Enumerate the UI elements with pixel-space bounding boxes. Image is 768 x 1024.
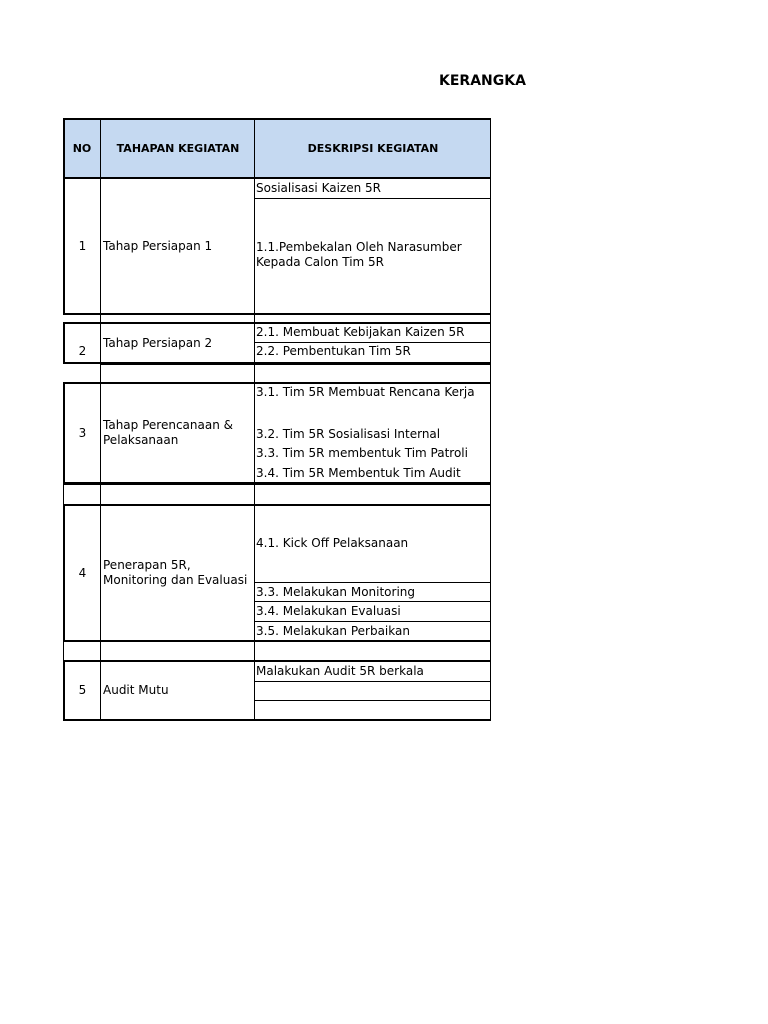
row-2-item-1: 2.1. Membuat Kebijakan Kaizen 5R: [256, 325, 465, 339]
document-title: KERANGKA: [439, 73, 526, 89]
row-3-item-1: 3.1. Tim 5R Membuat Rencana Kerja: [256, 385, 475, 399]
row-4-item-4: 3.5. Melakukan Perbaikan: [256, 624, 410, 638]
row-1-no: 1: [78, 238, 87, 253]
row-1-item-1: Sosialisasi Kaizen 5R: [256, 181, 381, 195]
header-no: NO: [63, 119, 101, 178]
row-2-no: 2: [78, 344, 87, 358]
row-5-no: 5: [78, 683, 87, 697]
row-1-item-2: 1.1.Pembekalan Oleh Narasumber Kepada Calon Tim 5R: [256, 240, 462, 269]
row-5-tahapan: Audit Mutu: [103, 683, 169, 697]
row-3-item-2: 3.2. Tim 5R Sosialisasi Internal: [256, 427, 441, 441]
row-5-item-1: Malakukan Audit 5R berkala: [256, 664, 424, 678]
row-3-no: 3: [78, 425, 87, 440]
row-4-no: 4: [78, 565, 87, 580]
row-3-item-4: 3.4. Tim 5R Membentuk Tim Audit: [256, 466, 461, 480]
header-deskripsi: DESKRIPSI KEGIATAN: [255, 119, 491, 178]
header-tahapan: TAHAPAN KEGIATAN: [101, 119, 255, 178]
row-3-item-3: 3.3. Tim 5R membentuk Tim Patroli: [256, 446, 468, 460]
row-2-item-2: 2.2. Pembentukan Tim 5R: [256, 344, 411, 358]
row-4-item-2: 3.3. Melakukan Monitoring: [256, 585, 416, 599]
row-1-tahapan: Tahap Persiapan 1: [103, 238, 213, 253]
row-4-item-1: 4.1. Kick Off Pelaksanaan: [256, 536, 409, 550]
row-2-tahapan: Tahap Persiapan 2: [103, 335, 213, 350]
row-3-tahapan: Tahap Perencanaan & Pelaksanaan: [103, 418, 233, 447]
row-4-tahapan: Penerapan 5R, Monitoring dan Evaluasi: [103, 558, 248, 587]
row-4-item-3: 3.4. Melakukan Evaluasi: [256, 604, 401, 618]
